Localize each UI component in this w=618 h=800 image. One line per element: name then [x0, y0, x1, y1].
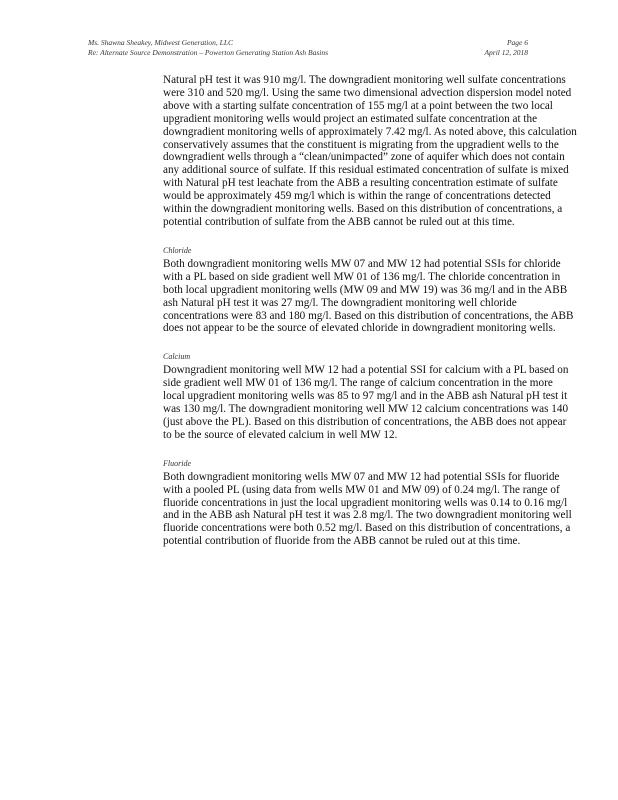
header-subject: Re: Alternate Source Demonstration – Powerton Generating Station Ash Basins — [88, 48, 329, 57]
header-date: April 12, 2018 — [484, 48, 528, 57]
calcium-section — [163, 352, 577, 441]
fluoride-section — [163, 459, 577, 548]
chloride-heading: Chloride — [163, 245, 192, 255]
header-row-2 — [88, 48, 528, 58]
fluoride-paragraph: Both downgradient monitoring wells MW 07 and MW 12 had potential SSIs for fluoride with a pooled PL (using data from wells MW 01 and MW 09) of 0.24 mg/l. The range of fluoride concentrations in just the local upgradient monitoring wells was 0.14 to 0.16 mg/l and in the ABB ash Natural pH test it was 2.8 mg/l. The two downgradient monitoring well fluoride concentrations were both 0.52 mg/l. Based on this distribution of concentrations, a potential contribution of fluoride from the ABB cannot be ruled out at this time. — [163, 470, 572, 548]
calcium-paragraph: Downgradient monitoring well MW 12 had a potential SSI for calcium with a PL based on side gradient well MW 01 of 136 mg/l. The range of calcium concentration in the more local upgradient monitoring wells was 85 to 97 mg/l and in the ABB ash Natural pH test it was 130 mg/l. The downgradient monitoring well MW 12 calcium concentrations was 140 (just above the PL). Based on this distribution of concentrations, the ABB does not appear to be the source of elevated calcium in well MW 12. — [163, 364, 569, 441]
section-spacer — [163, 229, 577, 246]
chloride-paragraph: Both downgradient monitoring wells MW 07 and MW 12 had potential SSIs for chloride with a PL based on side gradient well MW 01 of 136 mg/l. The chloride concentration in both local upgradient monitoring wells (MW 09 and MW 19) was 36 mg/l and in the ABB ash Natural pH test it was 27 mg/l. The downgradient monitoring well chloride concentrations were 83 and 180 mg/l. Based on this distribution of concentrations, the ABB does not appear to be the source of elevated chloride in downgradient monitoring wells. — [163, 257, 574, 335]
header-row-1 — [88, 38, 528, 48]
sulfate-paragraph: Natural pH test it was 910 mg/l. The downgradient monitoring well sulfate concentrations were 310 and 520 mg/l. Using the same two dimensional advection dispersion model noted above with a starting sulfate concentration of 155 mg/l at a point between the two local upgradient monitoring wells would project an estimated sulfate concentration at the downgradient monitoring wells of approximately 7.42 mg/l. As noted above, this calculation conservatively assumes that the constituent is migrating from the upgradient wells to the downgradient wells through a “clean/unimpacted” zone of aquifer which does not contain any additional source of sulfate. If this residual estimated concentration of sulfate is mixed with Natural pH test leachate from the ABB a resulting concentration estimate of sulfate would be approximately 459 mg/l which is within the range of concentrations detected within the downgradient monitoring wells. Based on this distribution of concentrations, a potential contribution of sulfate from the ABB cannot be ruled out at this time. — [163, 74, 577, 228]
letter-header — [88, 38, 528, 58]
letter-body — [163, 74, 577, 548]
fluoride-heading: Fluoride — [163, 458, 191, 468]
section-spacer — [163, 442, 577, 459]
calcium-heading: Calcium — [163, 352, 191, 362]
section-spacer — [163, 335, 577, 352]
header-page-number: Page 6 — [506, 38, 528, 47]
header-recipient: Ms. Shawna Sheakey, Midwest Generation, LLC — [88, 38, 233, 47]
chloride-section — [163, 246, 577, 335]
